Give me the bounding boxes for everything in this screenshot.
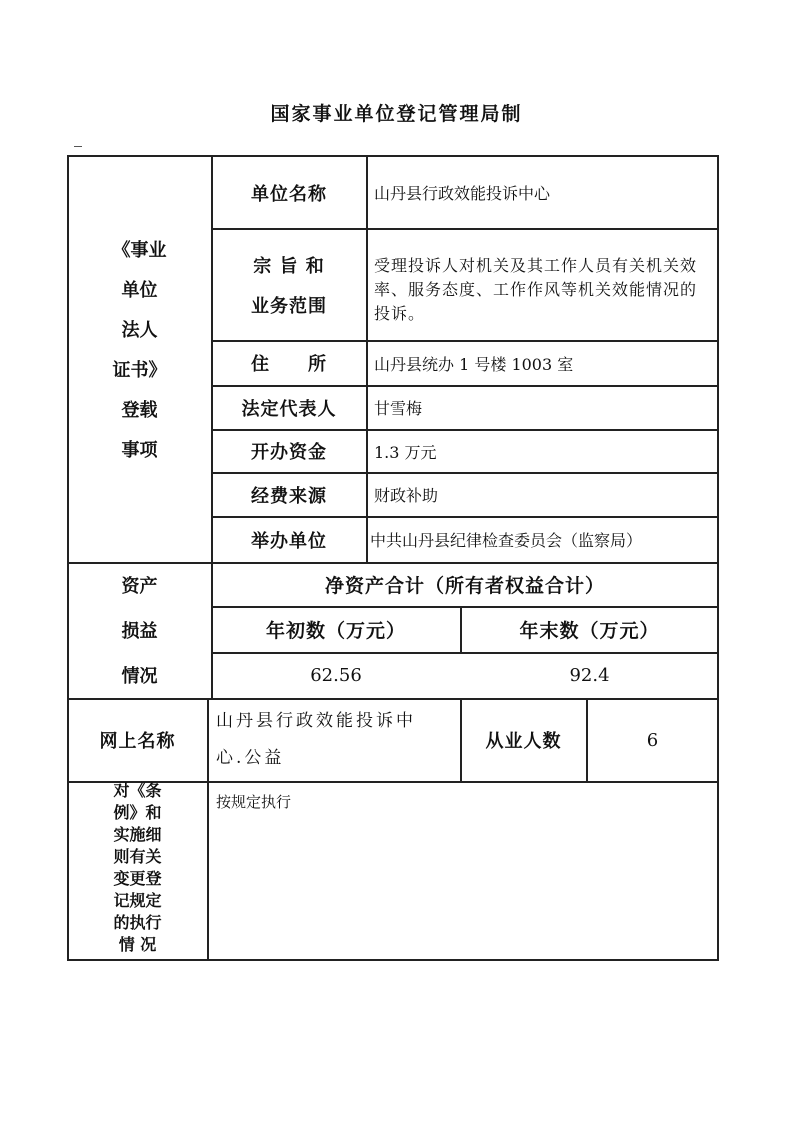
divider [366, 156, 368, 562]
capital-value: 1.3 万元 [374, 442, 437, 462]
compliance-value: 按规定执行 [216, 793, 292, 811]
purpose-label: 宗 旨 和 业务范围 [251, 256, 327, 317]
end-amount-label: 年末数（万元） [519, 620, 660, 642]
sponsor-label: 举办单位 [251, 530, 327, 552]
address-value: 山丹县统办 1 号楼 1003 室 [374, 354, 574, 374]
page-title: 国家事业单位登记管理局制 [270, 103, 523, 125]
divider [207, 698, 209, 960]
divider [74, 146, 82, 147]
section-label-registration: 《事业 单位 法人 证书》 登载 事项 [112, 240, 167, 461]
online-name-label: 网上名称 [99, 731, 176, 752]
funding-value: 财政补助 [374, 486, 439, 505]
sponsor-value: 中共山丹县纪律检查委员会（监察局） [370, 531, 643, 550]
funding-label: 经费来源 [251, 485, 327, 507]
net-assets-header: 净资产合计（所有者权益合计） [324, 575, 605, 597]
online-name-value: 山丹县行政效能投诉中 心.公益 [216, 711, 416, 768]
legal-rep-label: 法定代表人 [241, 398, 337, 420]
staff-count-value: 6 [646, 729, 659, 751]
purpose-value: 受理投诉人对机关及其工作人员有关机关效率、服务态度、工作作风等机关效能情况的投诉。 [374, 256, 698, 323]
begin-amount-value: 62.56 [310, 665, 362, 686]
capital-label: 开办资金 [251, 442, 327, 463]
unit-name-label: 单位名称 [251, 183, 327, 205]
section-label-assets: 资产 损益 情况 [121, 576, 158, 687]
section-label-compliance: 对《条 例》和 实施细 则有关 变更登 记规定 的执行 情 况 [113, 781, 162, 954]
address-label: 住 所 [251, 354, 327, 375]
staff-count-label: 从业人数 [485, 731, 562, 752]
end-amount-value: 92.4 [569, 665, 610, 686]
divider [211, 228, 718, 230]
unit-name-value: 山丹县行政效能投诉中心 [374, 184, 551, 203]
legal-rep-value: 甘雪梅 [374, 399, 423, 418]
begin-amount-label: 年初数（万元） [265, 620, 406, 642]
